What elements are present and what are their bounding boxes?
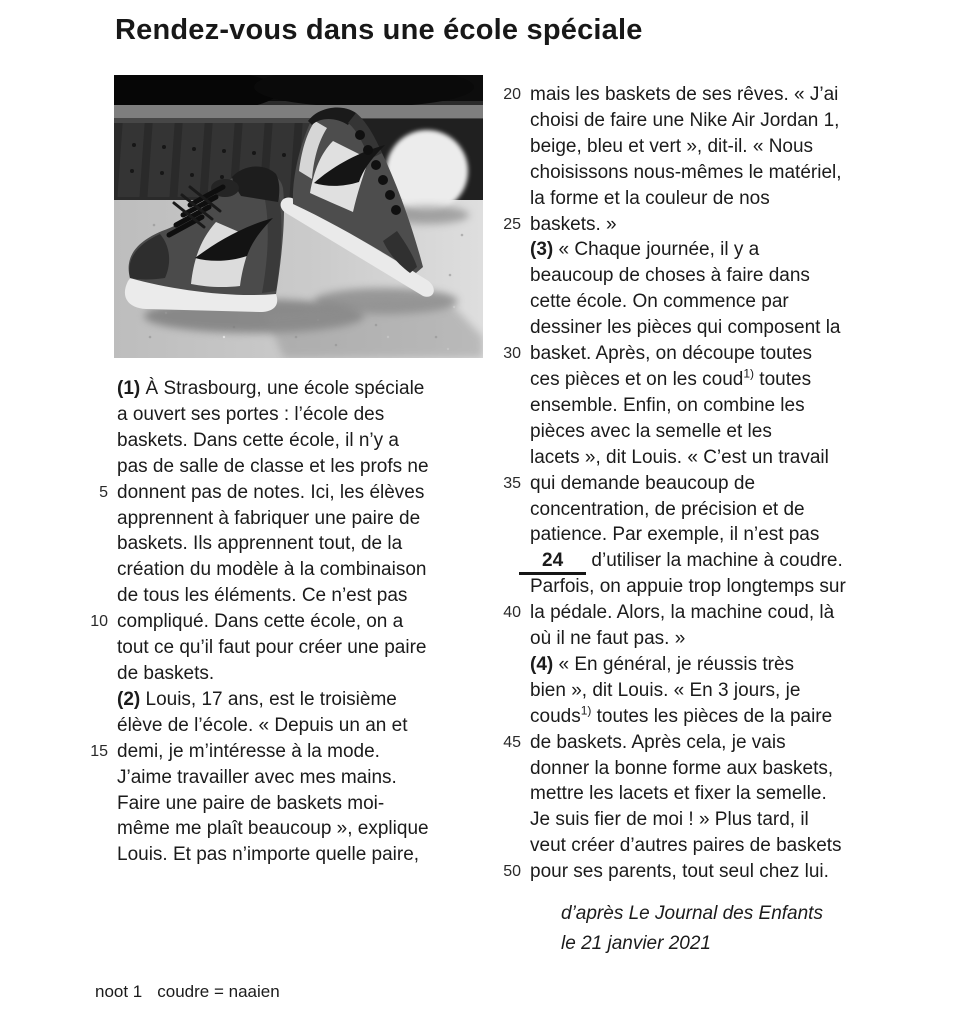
line-number — [491, 626, 530, 652]
line-number: 5 — [99, 483, 108, 501]
text-line — [491, 859, 931, 885]
text-line — [491, 237, 931, 263]
line-number: 25 — [503, 215, 521, 233]
line-number — [78, 557, 117, 583]
text-line — [491, 678, 931, 704]
line-text: de baskets. Après cela, je vais — [530, 731, 786, 753]
text-line — [491, 548, 931, 574]
text-line — [491, 263, 931, 289]
text-line — [78, 376, 488, 402]
text-line — [491, 652, 931, 678]
line-text: pas de salle de classe et les profs ne — [117, 455, 429, 477]
text-line — [491, 82, 931, 108]
text-line — [491, 108, 931, 134]
line-number — [491, 522, 530, 548]
line-text: 24 d’utiliser la machine à coudre. — [530, 548, 843, 574]
line-number — [491, 108, 530, 134]
line-number — [491, 237, 530, 263]
line-text: de tous les éléments. Ce n’est pas — [117, 585, 408, 607]
line-number — [78, 583, 117, 609]
line-text: donner la bonne forme aux baskets, — [530, 757, 834, 779]
line-text: la pédale. Alors, la machine coud, là — [530, 602, 835, 624]
attribution-line-1: d’après Le Journal des Enfants — [561, 903, 823, 924]
line-text: concentration, de précision et de — [530, 498, 805, 520]
line-text: cette école. On commence par — [530, 291, 789, 313]
text-line — [78, 609, 488, 635]
text-line — [491, 626, 931, 652]
text-line — [491, 134, 931, 160]
line-number: 35 — [503, 474, 521, 492]
source-attribution — [561, 899, 823, 958]
line-text: bien », dit Louis. « En 3 jours, je — [530, 679, 801, 701]
text-line — [491, 471, 931, 497]
text-line — [491, 341, 931, 367]
line-text: mais les baskets de ses rêves. « J’ai — [530, 84, 839, 105]
text-line — [491, 186, 931, 212]
text-line — [491, 393, 931, 419]
line-text: la forme et la couleur de nos — [530, 187, 770, 209]
line-number — [491, 289, 530, 315]
sneakers-photo — [114, 75, 483, 358]
line-text: création du modèle à la combinaison — [117, 559, 427, 581]
line-number — [491, 574, 530, 600]
text-column-right — [491, 82, 931, 885]
line-text: choisi de faire une Nike Air Jordan 1, — [530, 109, 840, 131]
line-text: beige, bleu et vert », dit-il. « Nous — [530, 135, 814, 157]
line-text: baskets. Ils apprennent tout, de la — [117, 533, 403, 555]
line-text: où il ne faut pas. » — [530, 628, 686, 650]
line-text: choisissons nous-mêmes le matériel, — [530, 161, 842, 183]
line-number — [491, 367, 530, 393]
line-number — [78, 376, 117, 402]
line-number — [78, 428, 117, 454]
line-number: 45 — [503, 733, 521, 751]
line-number — [78, 687, 117, 713]
line-number — [491, 497, 530, 523]
text-column-left — [78, 376, 488, 868]
text-line — [78, 480, 488, 506]
line-text: dessiner les pièces qui composent la — [530, 317, 841, 339]
line-text: mettre les lacets et fixer la semelle. — [530, 783, 827, 805]
line-number — [78, 842, 117, 868]
line-number — [78, 765, 117, 791]
line-number — [78, 791, 117, 817]
text-line — [491, 807, 931, 833]
line-text: donnent pas de notes. Ici, les élèves — [117, 481, 425, 503]
text-line — [491, 289, 931, 315]
line-text: (2) Louis, 17 ans, est le troisième — [117, 688, 397, 710]
line-number — [491, 678, 530, 704]
line-text: demi, je m’intéresse à la mode. — [117, 740, 380, 762]
text-line — [491, 574, 931, 600]
attribution-line-2: le 21 janvier 2021 — [561, 932, 711, 954]
gap-question-number: 24 — [519, 550, 586, 575]
line-number — [491, 315, 530, 341]
text-line — [78, 428, 488, 454]
line-number — [491, 134, 530, 160]
line-number — [491, 445, 530, 471]
line-text: (3) « Chaque journée, il y a — [530, 239, 760, 261]
line-number: 15 — [90, 742, 108, 760]
line-text: Je suis fier de moi ! » Plus tard, il — [530, 809, 809, 831]
line-text: ces pièces et on les coud$^{1)}$ toutes — [530, 366, 812, 390]
line-text: Parfois, on appuie trop longtemps sur — [530, 576, 846, 598]
article-photo — [114, 75, 483, 358]
text-line — [491, 600, 931, 626]
line-number — [491, 756, 530, 782]
line-number: 40 — [503, 604, 521, 622]
line-number — [491, 781, 530, 807]
line-text: Louis. Et pas n’importe quelle paire, — [117, 844, 420, 866]
line-number: 50 — [503, 863, 521, 881]
line-number — [491, 652, 530, 678]
text-line — [78, 661, 488, 687]
line-text: baskets. Dans cette école, il n’y a — [117, 429, 399, 451]
text-line — [491, 315, 931, 341]
text-line — [78, 557, 488, 583]
text-line — [491, 756, 931, 782]
text-line — [491, 445, 931, 471]
line-number — [491, 186, 530, 212]
text-line — [78, 791, 488, 817]
text-line — [78, 687, 488, 713]
line-text: ensemble. Enfin, on combine les — [530, 394, 805, 416]
line-number — [78, 454, 117, 480]
text-line — [78, 531, 488, 557]
line-text: pour ses parents, tout seul chez lui. — [530, 861, 829, 883]
footnote-text: coudre = naaien — [157, 982, 280, 1001]
text-line — [491, 704, 931, 730]
text-line — [491, 833, 931, 859]
line-text: de baskets. — [117, 662, 215, 684]
line-number — [78, 506, 117, 532]
footnote — [95, 982, 280, 1002]
line-number — [78, 635, 117, 661]
line-text: patience. Par exemple, il n’est pas — [530, 524, 820, 546]
line-text: baskets. » — [530, 213, 617, 235]
line-text: qui demande beaucoup de — [530, 472, 756, 494]
text-line — [78, 713, 488, 739]
line-text: (1) À Strasbourg, une école spéciale — [117, 378, 425, 399]
line-text: Faire une paire de baskets moi- — [117, 792, 385, 814]
line-text: pièces avec la semelle et les — [530, 420, 772, 442]
text-line — [78, 635, 488, 661]
line-text: tout ce qu’il faut pour créer une paire — [117, 637, 427, 659]
text-line — [491, 522, 931, 548]
text-line — [78, 816, 488, 842]
line-text: veut créer d’autres paires de baskets — [530, 835, 842, 857]
line-number — [78, 402, 117, 428]
line-text: lacets », dit Louis. « C’est un travail — [530, 446, 829, 468]
line-text: apprennent à fabriquer une paire de — [117, 507, 421, 529]
line-text: (4) « En général, je réussis très — [530, 653, 795, 675]
line-number: 10 — [90, 613, 108, 631]
line-number — [78, 816, 117, 842]
text-line — [78, 454, 488, 480]
text-line — [491, 419, 931, 445]
text-line — [491, 160, 931, 186]
line-number — [491, 704, 530, 730]
line-number — [491, 160, 530, 186]
line-text: même me plaît beaucoup », explique — [117, 818, 429, 840]
text-line — [491, 730, 931, 756]
line-number: 30 — [503, 345, 521, 363]
line-text: a ouvert ses portes : l’école des — [117, 403, 385, 425]
line-text: couds$^{1)}$ toutes les pièces de la paire — [530, 703, 833, 727]
footnote-label: noot 1 — [95, 982, 143, 1001]
text-line — [78, 583, 488, 609]
line-text: basket. Après, on découpe toutes — [530, 343, 813, 365]
line-number — [78, 531, 117, 557]
line-number — [491, 419, 530, 445]
line-number — [491, 807, 530, 833]
line-number — [78, 713, 117, 739]
line-text: J’aime travailler avec mes mains. — [117, 766, 397, 788]
text-line — [78, 506, 488, 532]
line-number — [491, 393, 530, 419]
text-line — [491, 497, 931, 523]
text-line — [78, 402, 488, 428]
line-number — [491, 263, 530, 289]
line-text: compliqué. Dans cette école, on a — [117, 611, 404, 633]
article-title: Rendez-vous dans une école spéciale — [115, 14, 643, 46]
text-line — [78, 842, 488, 868]
text-line — [491, 367, 931, 393]
line-number — [491, 833, 530, 859]
line-number — [78, 661, 117, 687]
line-text: beaucoup de choses à faire dans — [530, 265, 810, 287]
text-line — [491, 781, 931, 807]
line-text: élève de l’école. « Depuis un an et — [117, 714, 408, 736]
text-line — [78, 765, 488, 791]
text-line — [78, 739, 488, 765]
line-number: 20 — [503, 86, 521, 103]
text-line — [491, 212, 931, 238]
